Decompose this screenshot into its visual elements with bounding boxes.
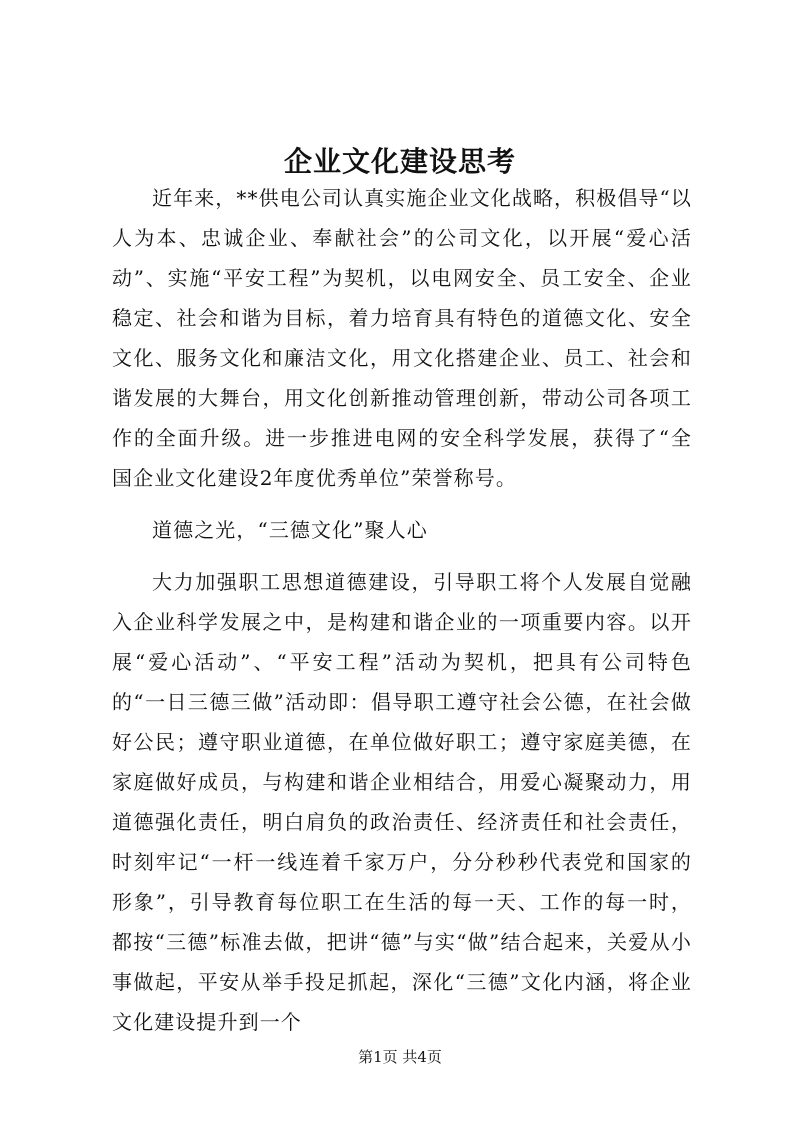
section-heading: 道德之光，“三德文化”聚人心 xyxy=(152,518,428,542)
body-paragraph: 大力加强职工思想道德建设，引导职工将个人发展自觉融入企业科学发展之中，是构建和谐企业的一项重要内容。以开展“爱心活动”、“平安工程”活动为契机，把具有公司特色的“一日三德三做”活动即：倡导职工遵守社会公德，在社会做好公民；遵守职业道德，在单位做好职工；遵守家庭美德，在家庭做好成员，与构建和谐企业相结合，用爱心凝聚动力，用道德强化责任，明白肩负的政治责任、经济责任和社会责任，时刻牢记“一杆一线连着千家万户，分分秒秒代表党和国家的形象”，引导教育每位职工在生活的每一天、工作的每一时，都按“三德”标准去做，把讲“德”与实“做”结合起来，关爱从小事做起，平安从举手投足抓起，深化“三德”文化内涵，将企业文化建设提升到一个 xyxy=(112,570,692,1034)
page-number-footer: 第1页 共4页 xyxy=(358,1048,442,1066)
document-body xyxy=(112,178,692,1042)
document-title: 企业文化建设思考 xyxy=(283,145,516,178)
intro-paragraph: 近年来，**供电公司认真实施企业文化战略，积极倡导“以人为本、忠诚企业、奉献社会”的公司文化，以开展“爱心活动”、实施“平安工程”为契机，以电网安全、员工安全、企业稳定、社会和谐为目标，着力培育具有特色的道德文化、安全文化、服务文化和廉洁文化，用文化搭建企业、员工、社会和谐发展的大舞台，用文化创新推动管理创新，带动公司各项工作的全面升级。进一步推进电网的安全科学发展，获得了“全国企业文化建设2年度优秀单位”荣誉称号。 xyxy=(112,186,692,490)
